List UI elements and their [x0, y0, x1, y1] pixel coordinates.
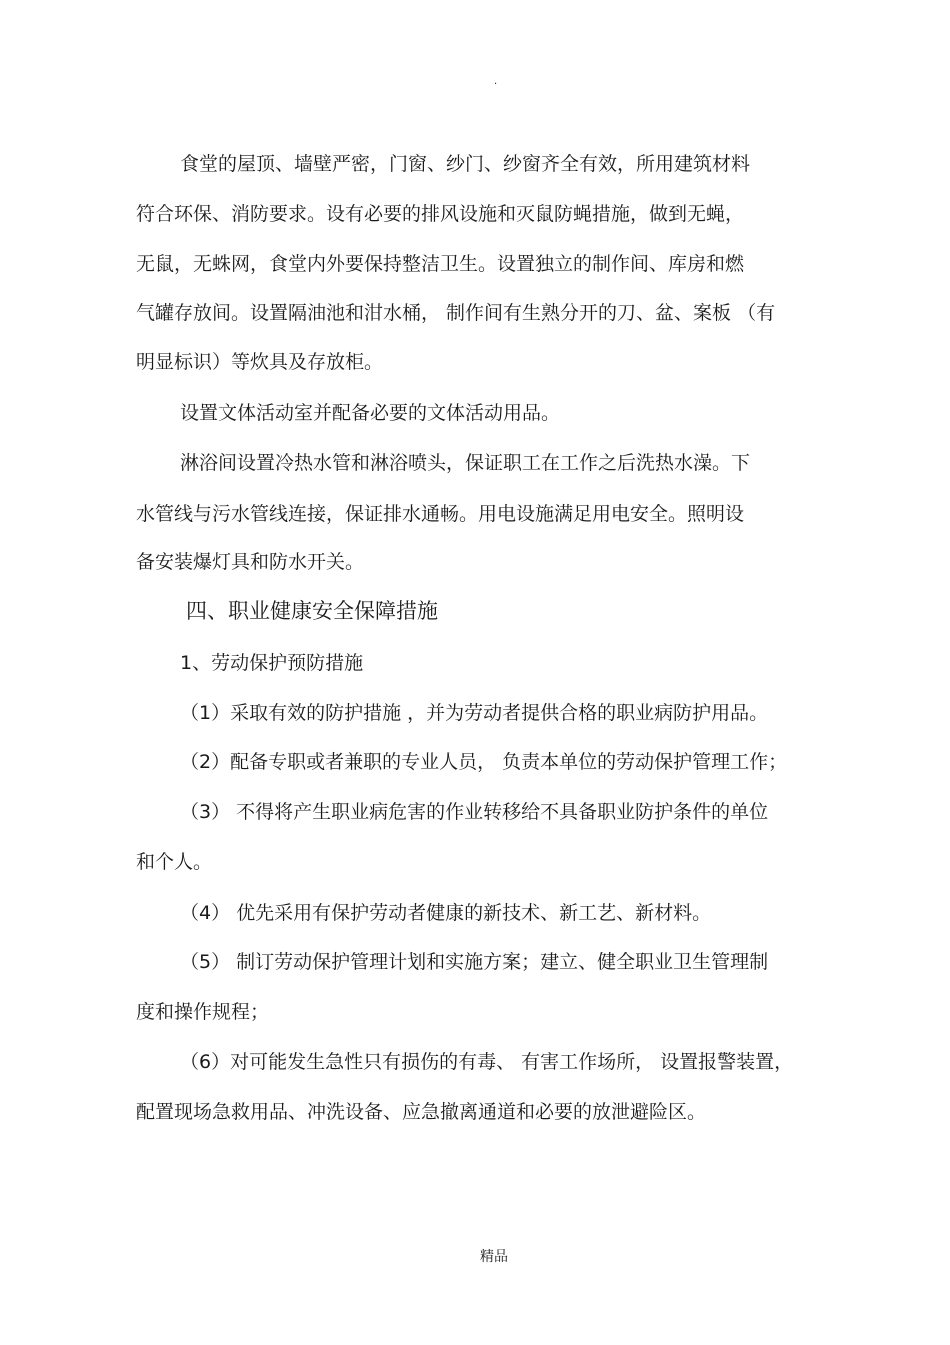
text-line: 度和操作规程；: [136, 1001, 270, 1023]
text-line: （3） 不得将产生职业病危害的作业转移给不具备职业防护条件的单位: [180, 801, 769, 823]
text-line: （4） 优先采用有保护劳动者健康的新技术、新工艺、新材料。: [180, 902, 712, 924]
header-mark: .: [494, 76, 498, 87]
text-line: （5） 制订劳动保护管理计划和实施方案；建立、健全职业卫生管理制: [180, 951, 769, 973]
footer-label: 精品: [480, 1249, 508, 1265]
text-line: 和个人。: [136, 851, 213, 873]
text-line: 无鼠，无蛛网，食堂内外要保持整洁卫生。设置独立的制作间、库房和燃: [136, 253, 745, 275]
text-line: 备安装爆灯具和防水开关。: [136, 551, 365, 573]
subsection-heading: 1、劳动保护预防措施: [180, 652, 364, 674]
text-line: 符合环保、消防要求。设有必要的排风设施和灭鼠防蝇措施，做到无蝇，: [136, 203, 745, 225]
text-line: （2）配备专职或者兼职的专业人员， 负责本单位的劳动保护管理工作；: [180, 751, 788, 773]
text-line: 水管线与污水管线连接，保证排水通畅。用电设施满足用电安全。照明设: [136, 503, 745, 525]
text-line: 淋浴间设置冷热水管和淋浴喷头，保证职工在工作之后洗热水澡。下: [180, 452, 751, 474]
text-line: 设置文体活动室并配备必要的文体活动用品。: [180, 402, 561, 424]
text-line: 明显标识）等炊具及存放柜。: [136, 351, 384, 373]
text-line: （6）对可能发生急性只有损伤的有毒、 有害工作场所， 设置报警装置，: [180, 1051, 794, 1073]
text-line: （1）采取有效的防护措施 ，并为劳动者提供合格的职业病防护用品。: [180, 702, 769, 724]
text-line: 气罐存放间。设置隔油池和泔水桶， 制作间有生熟分开的刀、盆、案板 （有: [136, 302, 776, 324]
text-line: 食堂的屋顶、墙壁严密，门窗、纱门、纱窗齐全有效，所用建筑材料: [180, 153, 751, 175]
section-heading: 四、职业健康安全保障措施: [186, 599, 438, 623]
text-line: 配置现场急救用品、冲洗设备、应急撤离通道和必要的放泄避险区。: [136, 1101, 707, 1123]
